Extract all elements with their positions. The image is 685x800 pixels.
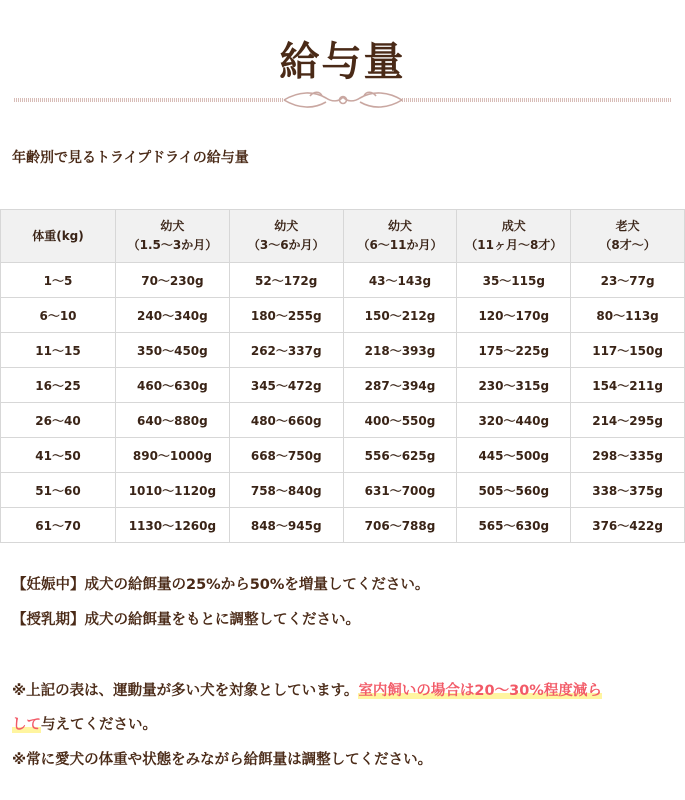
feeding-table xyxy=(0,209,685,543)
table-cell: 52～172g xyxy=(229,263,343,298)
table-cell: 218～393g xyxy=(343,333,457,368)
table-cell: 262～337g xyxy=(229,333,343,368)
table-cell: 1130～1260g xyxy=(116,508,230,543)
page-title: 給与量 xyxy=(279,38,406,85)
table-header-row xyxy=(1,210,685,263)
table-cell: 43～143g xyxy=(343,263,457,298)
table-cell: 668～750g xyxy=(229,438,343,473)
note-activity-highlight-cont: して xyxy=(12,717,41,733)
table-cell: 61～70 xyxy=(1,508,116,543)
ornamental-divider xyxy=(14,88,672,112)
table-cell: 338～375g xyxy=(571,473,685,508)
note-pregnancy: 【妊娠中】成犬の給餌量の25%から50%を増量してください。 xyxy=(12,577,430,593)
table-row xyxy=(1,508,685,543)
table-cell: 6～10 xyxy=(1,298,116,333)
table-cell: 150～212g xyxy=(343,298,457,333)
note-adjust: ※常に愛犬の体重や状態をみながら給餌量は調整してください。 xyxy=(12,752,433,768)
header-weight: 体重(kg) xyxy=(1,210,116,263)
table-cell: 480～660g xyxy=(229,403,343,438)
table-cell: 214～295g xyxy=(571,403,685,438)
table-cell: 70～230g xyxy=(116,263,230,298)
table-cell: 51～60 xyxy=(1,473,116,508)
table-cell: 445～500g xyxy=(457,438,571,473)
table-cell: 345～472g xyxy=(229,368,343,403)
note-activity-line1 xyxy=(12,679,602,700)
table-row xyxy=(1,403,685,438)
table-row xyxy=(1,368,685,403)
note-activity-text: ※上記の表は、運動量が多い犬を対象としています。 xyxy=(12,683,359,699)
table-row xyxy=(1,263,685,298)
table-cell: 1～5 xyxy=(1,263,116,298)
table-cell: 180～255g xyxy=(229,298,343,333)
table-row xyxy=(1,438,685,473)
table-cell: 350～450g xyxy=(116,333,230,368)
table-cell: 35～115g xyxy=(457,263,571,298)
table-cell: 320～440g xyxy=(457,403,571,438)
note-activity-highlight: 室内飼いの場合は20～30%程度減ら xyxy=(358,683,602,699)
table-cell: 631～700g xyxy=(343,473,457,508)
table-cell: 230～315g xyxy=(457,368,571,403)
table-cell: 117～150g xyxy=(571,333,685,368)
section-subtitle: 年齢別で見るトライプドライの給与量 xyxy=(12,150,249,166)
header-senior: 老犬 （8才～） xyxy=(571,210,685,263)
table-cell: 758～840g xyxy=(229,473,343,508)
header-puppy-3: 幼犬 （6～11か月） xyxy=(343,210,457,263)
table-cell: 505～560g xyxy=(457,473,571,508)
table-cell: 890～1000g xyxy=(116,438,230,473)
header-puppy-1: 幼犬 （1.5～3か月） xyxy=(116,210,230,263)
table-cell: 298～335g xyxy=(571,438,685,473)
note-lactation: 【授乳期】成犬の給餌量をもとに調整してください。 xyxy=(12,612,360,628)
table-cell: 120～170g xyxy=(457,298,571,333)
table-cell: 41～50 xyxy=(1,438,116,473)
table-cell: 175～225g xyxy=(457,333,571,368)
table-cell: 400～550g xyxy=(343,403,457,438)
note-activity-line2 xyxy=(12,713,157,734)
table-cell: 565～630g xyxy=(457,508,571,543)
table-row xyxy=(1,298,685,333)
table-cell: 154～211g xyxy=(571,368,685,403)
table-cell: 11～15 xyxy=(1,333,116,368)
table-cell: 376～422g xyxy=(571,508,685,543)
table-row xyxy=(1,333,685,368)
table-cell: 23～77g xyxy=(571,263,685,298)
table-cell: 16～25 xyxy=(1,368,116,403)
table-cell: 848～945g xyxy=(229,508,343,543)
note-activity-suffix: 与えてください。 xyxy=(41,717,157,733)
table-cell: 1010～1120g xyxy=(116,473,230,508)
table-cell: 26～40 xyxy=(1,403,116,438)
header-adult: 成犬 （11ヶ月～8才） xyxy=(457,210,571,263)
header-puppy-2: 幼犬 （3～6か月） xyxy=(229,210,343,263)
table-cell: 556～625g xyxy=(343,438,457,473)
table-row xyxy=(1,473,685,508)
table-cell: 460～630g xyxy=(116,368,230,403)
table-cell: 640～880g xyxy=(116,403,230,438)
table-cell: 240～340g xyxy=(116,298,230,333)
table-cell: 706～788g xyxy=(343,508,457,543)
table-cell: 80～113g xyxy=(571,298,685,333)
table-cell: 287～394g xyxy=(343,368,457,403)
